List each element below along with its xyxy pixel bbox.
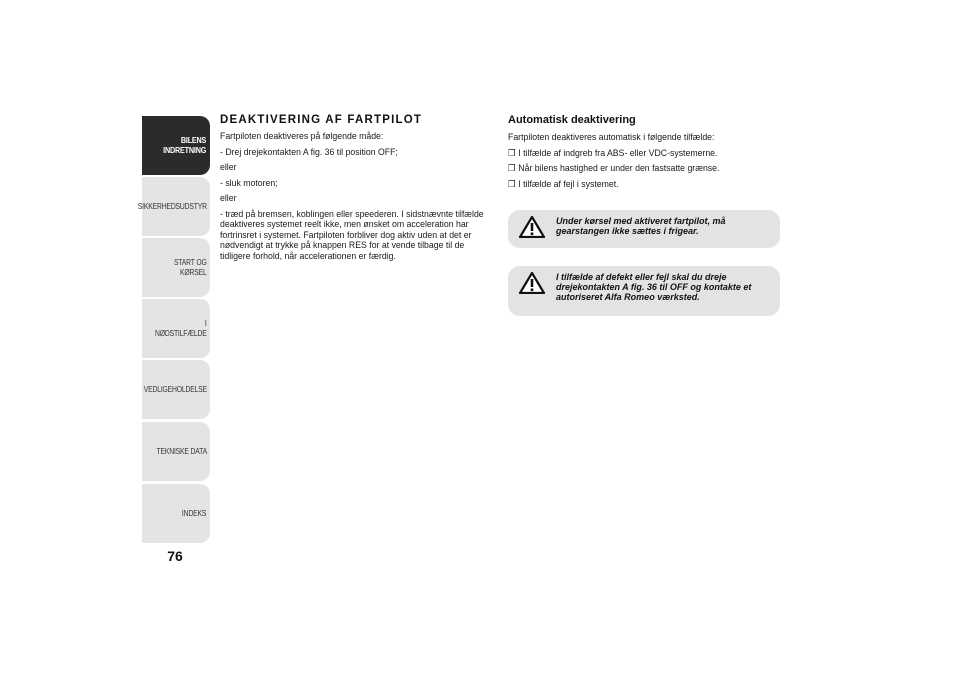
tab-sikkerhedsudstyr[interactable]	[137, 177, 210, 236]
or-text: eller	[220, 192, 237, 203]
tab-bilens-indretning[interactable]	[142, 116, 210, 175]
step-text: - træd på bremsen, koblingen eller speederen. I sidstnævnte tilfælde deaktiveres systemet reelt ikke, men ønsket om acceleration har fortrinsret i systemet. Fartpiloten forbliver dog aktiv uden at det er nødvendigt at trykke på knappen RES for at vende tilbage til de tidligere forhold, når accelerationen er færdig.	[220, 207, 484, 261]
tab-label: VEDLIGEHOLDELSE	[143, 384, 207, 394]
tab-indeks[interactable]	[142, 484, 210, 543]
left-column	[220, 114, 490, 267]
list-item-text: I tilfælde af indgreb fra ABS- eller VDC-systemerne.	[518, 146, 718, 158]
tab-label: BILENS INDRETNING	[163, 135, 207, 155]
tab-label: START OG KØRSEL	[173, 257, 207, 277]
list-item-text: Når bilens hastighed er under den fastsatte grænse.	[518, 162, 720, 173]
checkbox-bullet-icon: ❒	[508, 163, 516, 173]
page-number: 76	[167, 548, 183, 564]
step-text: - sluk motoren;	[220, 176, 278, 188]
tab-label: SIKKERHEDSUDSTYR	[137, 201, 207, 211]
warning-box	[508, 210, 780, 248]
warning-text: I tilfælde af defekt eller fejl skal du dreje drejekontakten A fig. 36 til OFF og kontakte et autoriseret Alfa Romeo værksted.	[556, 272, 752, 302]
checkbox-bullet-icon: ❒	[508, 178, 516, 189]
tab-label: INDEKS	[182, 508, 207, 518]
tab-start-og-korsel[interactable]	[142, 238, 210, 297]
list-item-text: I tilfælde af fejl i systemet.	[518, 177, 619, 189]
warning-box	[508, 266, 780, 316]
tab-tekniske-data[interactable]	[142, 422, 210, 481]
tab-label: I NØDSTILFÆLDE	[154, 318, 207, 338]
right-column	[508, 114, 780, 194]
warning-text: Under kørsel med aktiveret fartpilot, må gearstangen ikke sættes i frigear.	[556, 216, 726, 236]
step-text: - Drej drejekontakten A fig. 36 til position OFF;	[220, 145, 398, 157]
tab-i-nodstilfaelde[interactable]	[142, 299, 210, 358]
intro-text: Fartpiloten deaktiveres på følgende måde:	[220, 130, 384, 141]
warning-triangle-icon	[508, 266, 556, 294]
intro-text: Fartpiloten deaktiveres automatisk i følgende tilfælde:	[508, 131, 715, 142]
checkbox-bullet-icon: ❒	[508, 147, 516, 158]
warning-triangle-icon	[508, 210, 556, 238]
list-item	[508, 179, 781, 190]
section-heading: DEAKTIVERING AF FARTPILOT	[220, 114, 423, 126]
tab-label: TEKNISKE DATA	[156, 446, 207, 456]
list-item	[508, 163, 781, 174]
or-text: eller	[220, 161, 237, 172]
list-item	[508, 148, 781, 159]
tab-vedligeholdelse[interactable]	[142, 360, 210, 419]
subsection-heading: Automatisk deaktivering	[508, 114, 636, 126]
